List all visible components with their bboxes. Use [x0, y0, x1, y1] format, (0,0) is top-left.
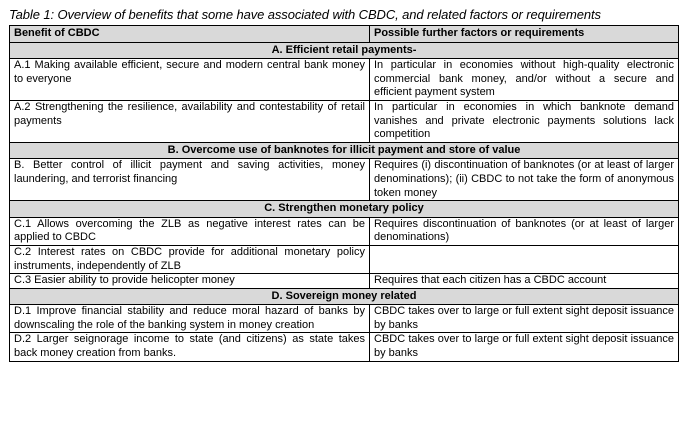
factor-cell: CBDC takes over to large or full extent sight deposit issuance by banks — [370, 333, 679, 361]
factor-cell: In particular in economies without high-quality electronic commercial bank money, and/or without a secure and efficient payment system — [370, 59, 679, 101]
table-row — [10, 100, 679, 142]
table-row — [10, 217, 679, 245]
benefit-cell: A.2 Strengthening the resilience, availability and contestability of retail payments — [10, 100, 370, 142]
header-benefit: Benefit of CBDC — [10, 26, 370, 43]
table-row — [10, 59, 679, 101]
factor-cell: CBDC takes over to large or full extent sight deposit issuance by banks — [370, 305, 679, 333]
factor-cell — [370, 245, 679, 273]
header-factors: Possible further factors or requirements — [370, 26, 679, 43]
header-row — [10, 26, 679, 43]
benefit-cell: C.3 Easier ability to provide helicopter money — [10, 274, 370, 289]
factor-cell: Requires that each citizen has a CBDC account — [370, 274, 679, 289]
factor-cell: Requires (i) discontinuation of banknotes (or at least of larger denominations); (ii) CBDC to not take the form of anonymous token money — [370, 159, 679, 201]
section-row — [10, 288, 679, 305]
benefit-cell: A.1 Making available efficient, secure and modern central bank money to everyone — [10, 59, 370, 101]
benefits-table — [9, 25, 679, 362]
table-row — [10, 245, 679, 273]
section-title: A. Efficient retail payments- — [10, 42, 679, 59]
section-row — [10, 142, 679, 159]
factor-cell: Requires discontinuation of banknotes (or at least of larger denominations) — [370, 217, 679, 245]
table-row — [10, 305, 679, 333]
benefit-cell: B. Better control of illicit payment and saving activities, money laundering, and terrorist financing — [10, 159, 370, 201]
factor-cell: In particular in economies in which banknote demand vanishes and private electronic payments solutions lack competition — [370, 100, 679, 142]
benefit-cell: D.1 Improve financial stability and reduce moral hazard of banks by downscaling the role of the banking system in money creation — [10, 305, 370, 333]
table-row — [10, 159, 679, 201]
section-title: B. Overcome use of banknotes for illicit payment and store of value — [10, 142, 679, 159]
benefit-cell: C.2 Interest rates on CBDC provide for additional monetary policy instruments, independently of ZLB — [10, 245, 370, 273]
table-caption: Table 1: Overview of benefits that some have associated with CBDC, and related factors or requirements — [9, 7, 601, 22]
section-row — [10, 201, 679, 218]
table-row — [10, 333, 679, 361]
section-title: D. Sovereign money related — [10, 288, 679, 305]
section-row — [10, 42, 679, 59]
table-row — [10, 274, 679, 289]
section-title: C. Strengthen monetary policy — [10, 201, 679, 218]
benefit-cell: D.2 Larger seignorage income to state (and citizens) as state takes back money creation from banks. — [10, 333, 370, 361]
benefit-cell: C.1 Allows overcoming the ZLB as negative interest rates can be applied to CBDC — [10, 217, 370, 245]
